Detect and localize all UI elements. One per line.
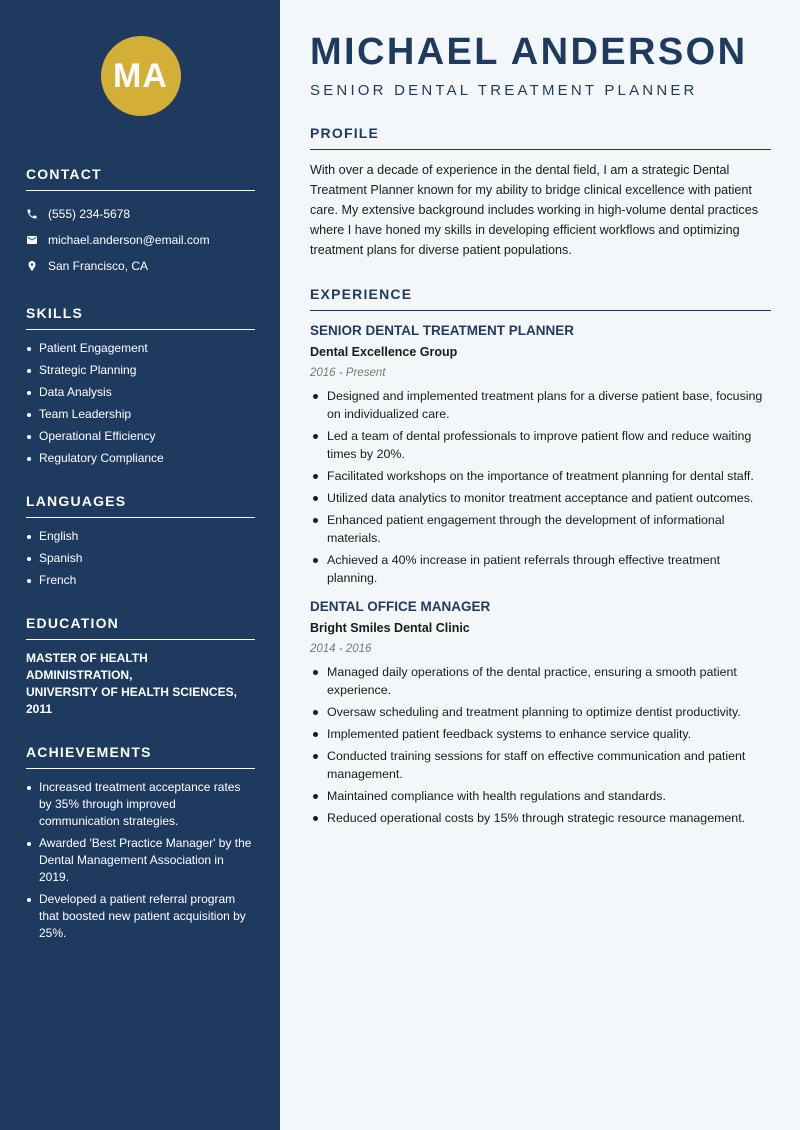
phone-text: (555) 234-5678 [48,207,131,221]
job-company: Dental Excellence Group [310,345,458,359]
contact-email [26,227,255,253]
email-icon [26,234,38,246]
job-company: Bright Smiles Dental Clinic [310,621,470,635]
duty-item: Managed daily operations of the dental practice, ensuring a smooth patient experience. [310,663,771,699]
duty-item: Facilitated workshops on the importance of treatment planning for dental staff. [310,467,771,485]
job-dates: 2014 - 2016 [310,643,372,655]
duty-item: Oversaw scheduling and treatment planning to optimize dentist productivity. [310,703,771,721]
job-entry [310,323,771,587]
skill-item: Patient Engagement [26,340,255,357]
duty-item: Achieved a 40% increase in patient referrals through effective treatment planning. [310,551,771,587]
job-title: DENTAL OFFICE MANAGER [310,599,491,614]
skills-heading: SKILLS [26,305,255,330]
profile-heading: PROFILE [310,125,771,150]
achievements-list [26,779,255,942]
achievements-heading: ACHIEVEMENTS [26,744,255,769]
duty-item: Utilized data analytics to monitor treatment acceptance and patient outcomes. [310,489,771,507]
achievements-section [26,744,255,942]
location-pin-icon [26,260,38,272]
education-section [26,615,255,718]
job-duties [310,663,771,827]
job-entry [310,599,771,827]
job-title: SENIOR DENTAL TREATMENT PLANNER [310,323,575,338]
duty-item: Conducted training sessions for staff on effective communication and patient management. [310,747,771,783]
education-school: UNIVERSITY OF HEALTH SCIENCES, 2011 [26,685,237,716]
achievement-item: Increased treatment acceptance rates by 35% through improved communication strategies. [26,779,255,830]
duty-item: Maintained compliance with health regulations and standards. [310,787,771,805]
main-content [280,0,800,1130]
contact-phone [26,201,255,227]
languages-section [26,493,255,589]
achievement-item: Awarded 'Best Practice Manager' by the Dental Management Association in 2019. [26,835,255,886]
candidate-role: SENIOR DENTAL TREATMENT PLANNER [310,82,698,99]
duty-item: Led a team of dental professionals to improve patient flow and reduce waiting times by 20%. [310,427,771,463]
duty-item: Enhanced patient engagement through the development of informational materials. [310,511,771,547]
experience-heading: EXPERIENCE [310,286,771,311]
skills-section [26,305,255,467]
profile-text: With over a decade of experience in the dental field, I am a strategic Dental Treatment Planner known for my ability to bridge clinical excellence with patient care. My extensive background includes working in high-volume dental practices where I have honed my skills in developing efficient workflows and optimizing treatment plans for diverse patient populations. [310,163,759,257]
duty-item: Reduced operational costs by 15% through strategic resource management. [310,809,771,827]
skills-list [26,340,255,467]
languages-list [26,528,255,589]
education-degree: MASTER OF HEALTH ADMINISTRATION, [26,651,148,682]
education-heading: EDUCATION [26,615,255,640]
sidebar [0,0,280,1130]
contact-location [26,253,255,279]
duty-item: Implemented patient feedback systems to enhance service quality. [310,725,771,743]
languages-heading: LANGUAGES [26,493,255,518]
skill-item: Operational Efficiency [26,428,255,445]
email-text: michael.anderson@email.com [48,233,210,247]
contact-section [26,166,255,279]
phone-icon [26,208,38,220]
language-item: Spanish [26,550,255,567]
skill-item: Regulatory Compliance [26,450,255,467]
duty-item: Designed and implemented treatment plans for a diverse patient base, focusing on individualized care. [310,387,771,423]
skill-item: Team Leadership [26,406,255,423]
avatar-initials: MA [101,36,181,116]
contact-heading: CONTACT [26,166,255,191]
job-duties [310,387,771,587]
candidate-name: MICHAEL ANDERSON [310,31,748,73]
location-text: San Francisco, CA [48,259,149,273]
language-item: French [26,572,255,589]
skill-item: Data Analysis [26,384,255,401]
job-dates: 2016 - Present [310,367,386,379]
skill-item: Strategic Planning [26,362,255,379]
achievement-item: Developed a patient referral program that boosted new patient acquisition by 25%. [26,891,255,942]
language-item: English [26,528,255,545]
